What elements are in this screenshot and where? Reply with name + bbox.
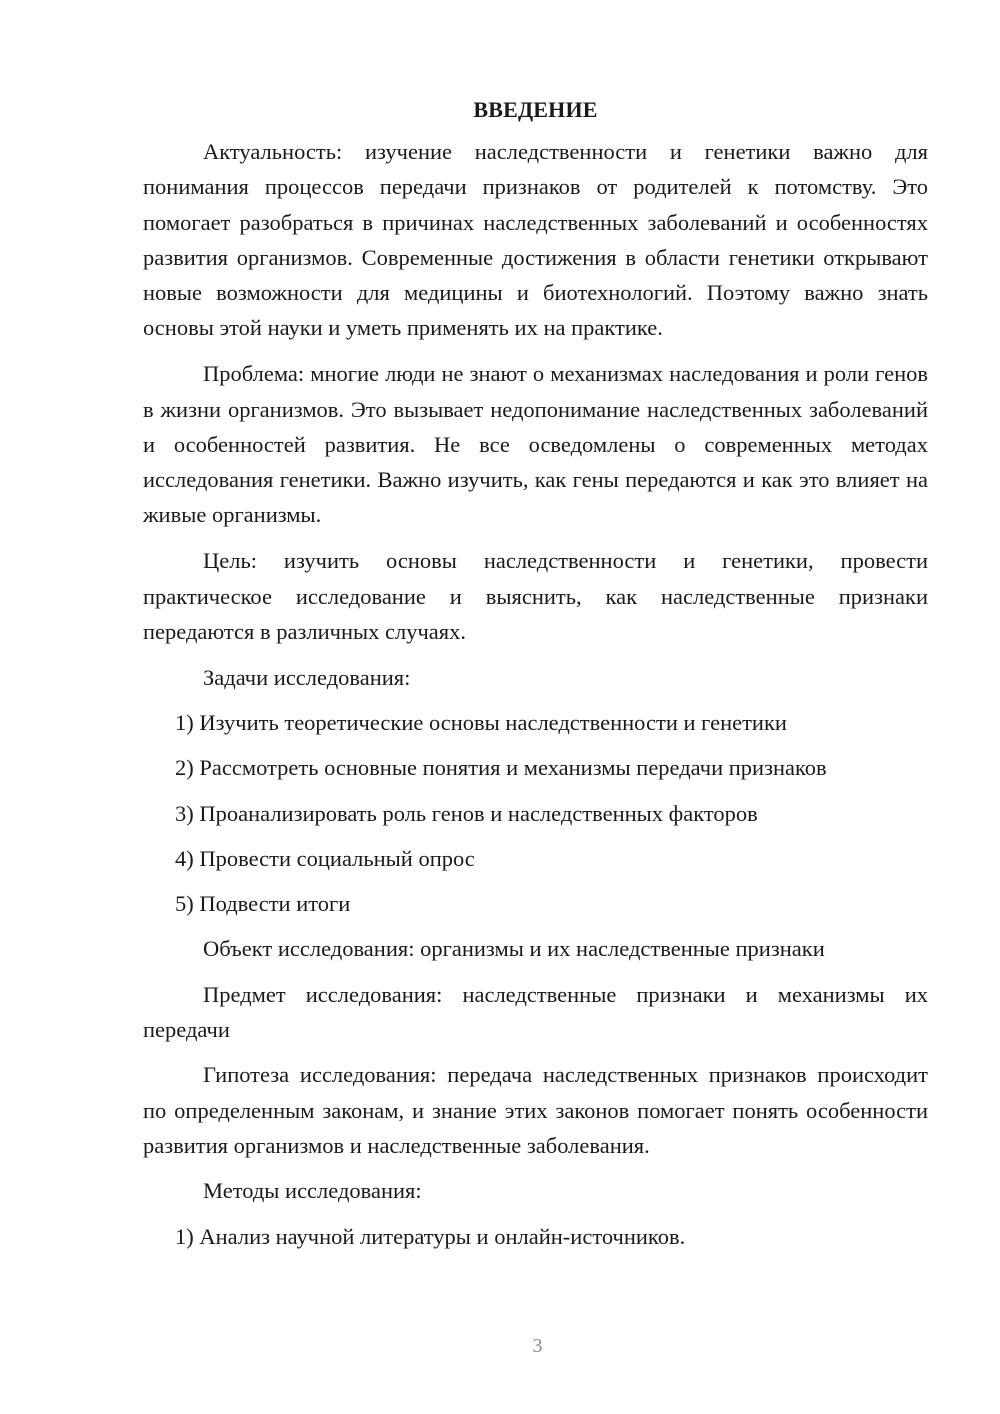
goal-paragraph: Цель: изучить основы наследственности и генетики, провести практическое исследование и выяснить, как наследственные признаки передаются в различных случаях. [143, 548, 928, 644]
relevance-paragraph: Актуальность: изучение наследственности и генетики важно для понимания процессов передачи признаков от родителей к потомству. Это помогает разобраться в причинах наследственных заболеваний и особенностях развития организмов. Современные достижения в области генетики открывают новые возможности для медицины и биотехнологий. Поэтому важно знать основы этой науки и уметь применять их на практике. [143, 139, 928, 341]
hypothesis-paragraph: Гипотеза исследования: передача наследственных признаков происходит по определенным законам, и знание этих законов помогает понять особенности развития организмов и наследственные заболевания. [143, 1062, 928, 1158]
method-item: 1) Анализ научной литературы и онлайн-источников. [175, 1223, 686, 1249]
task-item: 4) Провести социальный опрос [175, 845, 475, 871]
object-paragraph: Объект исследования: организмы и их наследственные признаки [203, 936, 825, 962]
task-item: 5) Подвести итоги [175, 891, 351, 917]
page-number: 3 [532, 1335, 543, 1357]
task-item: 2) Рассмотреть основные понятия и механизмы передачи признаков [175, 755, 827, 781]
tasks-heading: Задачи исследования: [203, 664, 411, 690]
document-page [143, 92, 928, 1254]
methods-heading: Методы исследования: [203, 1178, 422, 1204]
problem-paragraph: Проблема: многие люди не знают о механизмах наследования и роли генов в жизни организмов. Это вызывает недопонимание наследственных заболеваний и особенностей развития. Не все осведомлены о современных методах исследования генетики. Важно изучить, как гены передаются и как это влияет на живые организмы. [143, 361, 928, 528]
subject-paragraph: Предмет исследования: наследственные признаки и механизмы их передачи [143, 981, 928, 1043]
task-item: 3) Проанализировать роль генов и наследственных факторов [175, 800, 758, 826]
task-item: 1) Изучить теоретические основы наследственности и генетики [175, 709, 787, 735]
section-title: ВВЕДЕНИЕ [473, 97, 598, 122]
